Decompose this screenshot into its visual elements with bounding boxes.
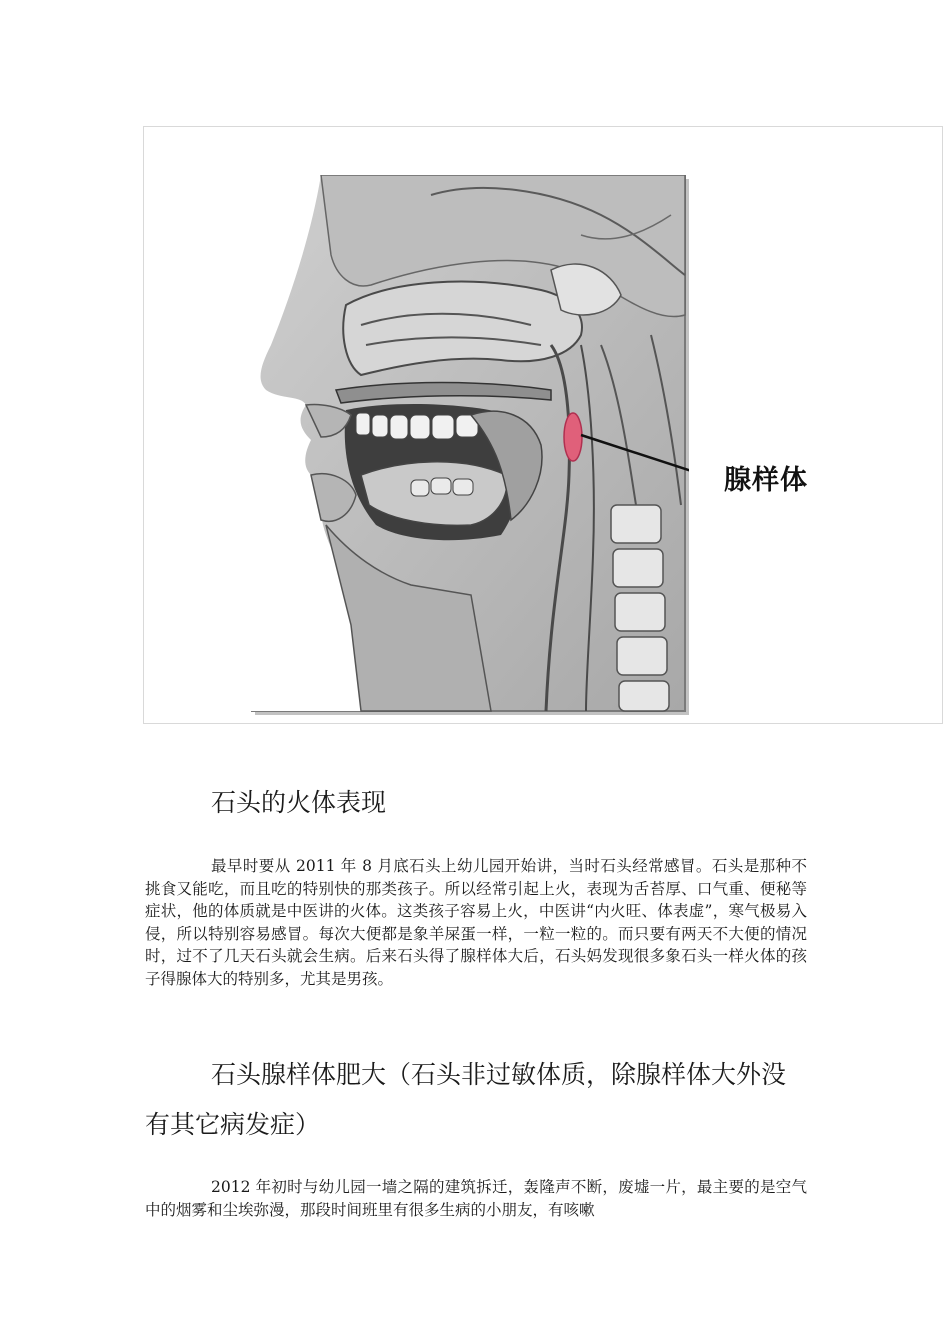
adenoid-label: 腺样体 (724, 465, 808, 496)
section-heading-adenoid-hypertrophy: 石头腺样体肥大（石头非过敏体质，除腺样体大外没有其它病发症） (145, 1060, 787, 1139)
anatomy-figure (143, 126, 943, 724)
paragraph-demolition: 2012 年初时与幼儿园一墙之隔的建筑拆迁，轰隆声不断，废墟一片，最主要的是空气中的烟雾和尘埃弥漫，那段时间班里有很多生病的小朋友，有咳嗽 (145, 1178, 807, 1219)
paragraph-fire-constitution: 最早时要从 2011 年 8 月底石头上幼儿园开始讲，当时石头经常感冒。石头是那种不挑食又能吃，而且吃的特别快的那类孩子。所以经常引起上火，表现为舌苔厚、口气重、便秘等症状，他的体质就是中医讲的火体。这类孩子容易上火，中医讲“内火旺、体表虚”，寒气极易入侵，所以特别容易感冒。每次大便都是象羊屎蛋一样，一粒一粒的。而只要有两天不大便的情况时，过不了几天石头就会生病。后来石头得了腺样体大后，石头妈发现很多象石头一样火体的孩子得腺体大的特别多，尤其是男孩。 (145, 857, 807, 988)
head-cross-section-illustration (251, 175, 689, 715)
section-heading-fire-constitution: 石头的火体表现 (211, 788, 387, 817)
